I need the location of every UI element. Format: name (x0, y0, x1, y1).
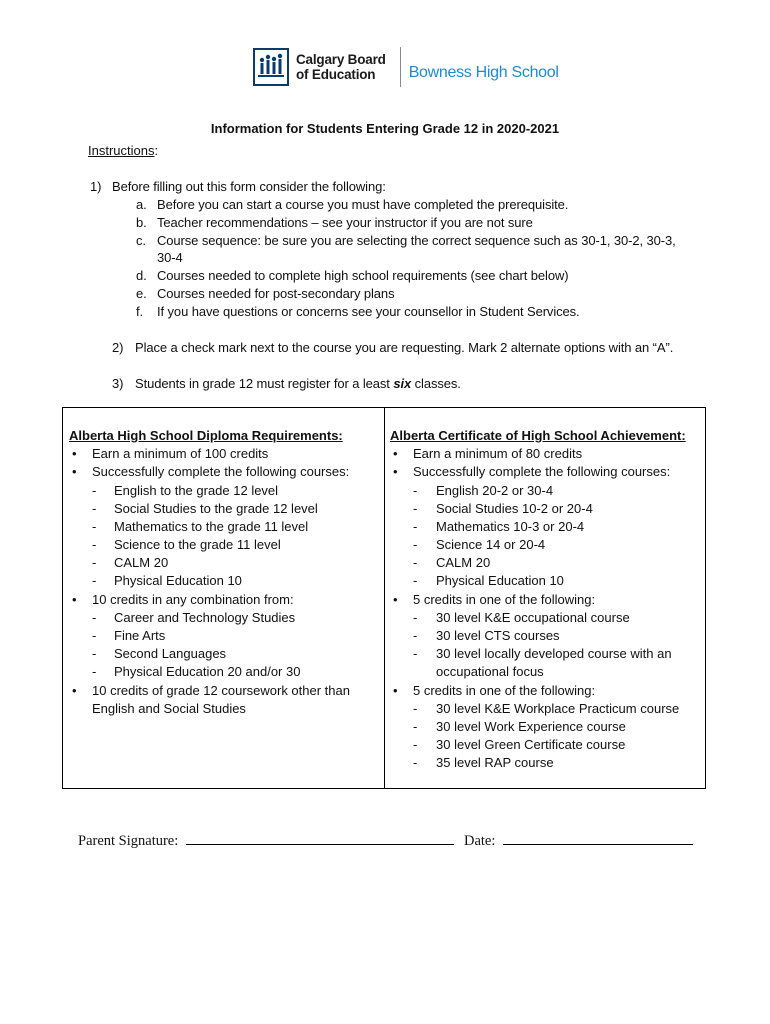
step1-c-text: Course sequence: be sure you are selecting the correct sequence such as 30-1, 30-2, 30-3, (157, 233, 676, 248)
certificate-option2-intro: 5 credits in one of the following: (413, 683, 596, 698)
school-name: Bowness High School (408, 64, 559, 81)
bullet-icon: • (393, 592, 398, 607)
dash-icon: - (92, 537, 97, 552)
list-item: English to the grade 12 level (114, 483, 279, 498)
step3-emphasis: six (393, 376, 412, 391)
step3-number: 3) (112, 376, 124, 391)
list-item: Social Studies 10-2 or 20-4 (436, 501, 593, 516)
list-item: Career and Technology Studies (114, 610, 296, 625)
step1-c-continuation: 30-4 (157, 250, 183, 265)
bullet-icon: • (393, 446, 398, 461)
list-item: 30 level Green Certificate course (436, 737, 626, 752)
step1-b-letter: b. (136, 215, 147, 230)
diploma-courses-intro: Successfully complete the following courses: (92, 464, 350, 479)
certificate-heading: Alberta Certificate of High School Achievement: (390, 428, 686, 443)
list-item: Physical Education 10 (436, 573, 564, 588)
dash-icon: - (413, 701, 418, 716)
list-item: CALM 20 (114, 555, 169, 570)
step1-e-text: Courses needed for post-secondary plans (157, 286, 395, 301)
parent-signature-field[interactable] (186, 832, 454, 845)
dash-icon: - (413, 483, 418, 498)
list-item: English 20-2 or 30-4 (436, 483, 554, 498)
dash-icon: - (92, 573, 97, 588)
cbe-figures-icon (253, 48, 289, 86)
instructions-label: Instructions: (88, 143, 159, 158)
list-item: Science 14 or 20-4 (436, 537, 546, 552)
dash-icon: - (92, 501, 97, 516)
certificate-credits: Earn a minimum of 80 credits (413, 446, 583, 461)
step1-a-letter: a. (136, 197, 147, 212)
diploma-grade12-credits: 10 credits of grade 12 coursework other than (92, 683, 350, 698)
bullet-icon: • (393, 464, 398, 479)
dash-icon: - (413, 719, 418, 734)
dash-icon: - (92, 628, 97, 643)
step1-d-letter: d. (136, 268, 147, 283)
step1-f-text: If you have questions or concerns see your counsellor in Student Services. (157, 304, 580, 319)
cbe-logo (253, 46, 559, 88)
date-field[interactable] (503, 832, 693, 845)
list-item: 30 level Work Experience course (436, 719, 626, 734)
diploma-heading: Alberta High School Diploma Requirements: (69, 428, 343, 443)
list-item: 30 level K&E occupational course (436, 610, 630, 625)
column-divider (384, 408, 385, 788)
dash-icon: - (92, 555, 97, 570)
list-item: Science to the grade 11 level (114, 537, 281, 552)
step1-b-text: Teacher recommendations – see your instructor if you are not sure (157, 215, 533, 230)
parent-signature-row (78, 832, 454, 850)
list-item: CALM 20 (436, 555, 491, 570)
step1-d-text: Courses needed to complete high school requirements (see chart below) (157, 268, 569, 283)
list-item: Physical Education 20 and/or 30 (114, 664, 301, 679)
dash-icon: - (413, 755, 418, 770)
list-item: Second Languages (114, 646, 227, 661)
list-item: Fine Arts (114, 628, 166, 643)
diploma-credits: Earn a minimum of 100 credits (92, 446, 269, 461)
list-item: Social Studies to the grade 12 level (114, 501, 318, 516)
certificate-courses-intro: Successfully complete the following courses: (413, 464, 671, 479)
parent-signature-label: Parent Signature: (78, 833, 179, 849)
dash-icon: - (92, 519, 97, 534)
dash-icon: - (413, 573, 418, 588)
bullet-icon: • (72, 683, 77, 698)
requirements-table (62, 407, 706, 789)
dash-icon: - (413, 610, 418, 625)
list-item: 30 level K&E Workplace Practicum course (436, 701, 680, 716)
bullet-icon: • (393, 683, 398, 698)
step1-number: 1) (90, 179, 102, 194)
list-item: Physical Education 10 (114, 573, 242, 588)
page-title: Information for Students Entering Grade 12 in 2020-2021 (210, 121, 560, 136)
dash-icon: - (413, 501, 418, 516)
diploma-combination-intro: 10 credits in any combination from: (92, 592, 294, 607)
board-name: Calgary Board of Education (296, 52, 386, 82)
bullet-icon: • (72, 464, 77, 479)
date-row (464, 832, 693, 850)
dash-icon: - (413, 555, 418, 570)
dash-icon: - (413, 519, 418, 534)
dash-icon: - (413, 537, 418, 552)
step3-text: Students in grade 12 must register for a least six classes. (135, 376, 461, 391)
list-item: 30 level CTS courses (436, 628, 560, 643)
list-item: Mathematics 10-3 or 20-4 (436, 519, 585, 534)
list-item: Mathematics to the grade 11 level (114, 519, 309, 534)
dash-icon: - (92, 610, 97, 625)
dash-icon: - (92, 483, 97, 498)
list-item: 30 level locally developed course with an (436, 646, 672, 661)
certificate-option1-intro: 5 credits in one of the following: (413, 592, 596, 607)
dash-icon: - (92, 646, 97, 661)
bullet-icon: • (72, 592, 77, 607)
dash-icon: - (92, 664, 97, 679)
dash-icon: - (413, 646, 418, 661)
step2-text: Place a check mark next to the course you are requesting. Mark 2 alternate options with an “A”. (135, 340, 674, 355)
list-item: 35 level RAP course (436, 755, 554, 770)
step1-f-letter: f. (136, 304, 144, 319)
diploma-grade12-credits-cont: English and Social Studies (92, 701, 246, 716)
step2-number: 2) (112, 340, 124, 355)
step1-text: Before filling out this form consider the following: (112, 179, 386, 194)
step1-a-text: Before you can start a course you must have completed the prerequisite. (157, 197, 569, 212)
bullet-icon: • (72, 446, 77, 461)
dash-icon: - (413, 737, 418, 752)
list-item-continuation: occupational focus (436, 664, 544, 679)
date-label: Date: (464, 833, 496, 849)
step1-c-letter: c. (136, 233, 146, 248)
step1-e-letter: e. (136, 286, 147, 301)
logo-divider (400, 47, 401, 87)
dash-icon: - (413, 628, 418, 643)
